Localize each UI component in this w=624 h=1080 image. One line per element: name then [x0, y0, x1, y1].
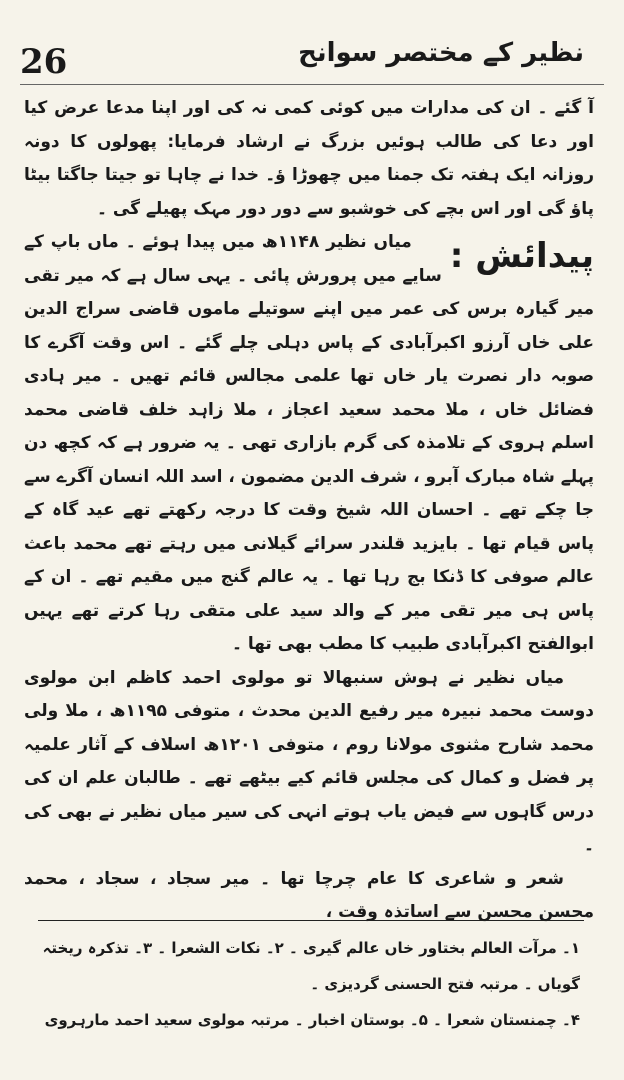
- paragraph-3: میاں نظیر نے ہوش سنبھالا تو مولوی احمد کاظم ابن مولوی دوست محمد نبیرہ میر رفیع الدین محدث ، متوفی ۱۱۹۵ھ ، ملا ولی محمد شارح مثنوی مولانا روم ، متوفی ۱۲۰۱ھ اسلاف کے آثار علمیہ پر فضل و کمال کی مجلس قائم کیے بیٹھے تھے ۔ طالبان علم ان کی درس گاہوں سے فیض یاب ہوتے انہی کی سیر میاں نظیر نے بھی کی ۔: [24, 667, 595, 855]
- footnotes: [30, 930, 580, 1038]
- footnote-2: ۴۔ چمنستان شعرا ۔ ۵۔ بوستان اخبار ۔ مرتبہ مولوی سعید احمد مارہروی: [44, 1011, 580, 1029]
- page-number: 26: [20, 42, 68, 82]
- running-title: نظیر کے مختصر سوانح: [298, 38, 584, 68]
- footnote-1: ۱۔ مرآت العالم بختاور خاں عالم گیری ۔ ۲۔ نکات الشعرا ۔ ۳۔ تذکرہ ریختہ گویاں ۔ مرتبہ فتح الحسنی گردیزی ۔: [42, 939, 580, 993]
- section-heading-birth: پیدائش :: [449, 236, 594, 276]
- paragraph-1: آ گئے ۔ ان کی مدارات میں کوئی کمی نہ کی اور اپنا مدعا عرض کیا اور دعا کی طالب ہوئیں بزرگ نے ارشاد فرمایا: پھولوں کا دونہ روزانہ ایک ہفتہ تک جمنا میں چھوڑا ؤ۔ خدا نے چاہا تو جیتا جاگتا بیٹا پاؤ گی اور اس بچے کی خوشبو سے دور دور مہک پھیلے گی ۔: [24, 98, 594, 219]
- paragraph-2: میاں نظیر ۱۱۴۸ھ میں پیدا ہوئے ۔ ماں باپ کے سایے میں پرورش پائی ۔ یہی سال ہے کہ میر تقی میر گیارہ برس کی عمر میں اپنے سوتیلے ماموں قاضی سراج الدین علی خاں آرزو اکبرآبادی کے پاس دہلی چلے گئے ۔ اس وقت آگرے کا صوبہ دار نصرت یار خاں تھا علمی مجالس قائم تھیں ۔ میر ہادی فضائل خاں ، ملا محمد سعید اعجاز ، ملا زاہد خلف قاضی محمد اسلم ہروی کے تلامذہ کی گرم بازاری تھی ۔ یہ ضرور ہے کہ کچھ دن پہلے شاہ مبارک آبرو ، شرف الدین مضمون ، اسد اللہ انسان آگرے سے جا چکے تھے ۔ احسان اللہ شیخ وقت کا درجہ رکھتے تھے عید گاہ کے پاس قیام تھا ۔ بایزید قلندر سرائے گیلانی میں رہتے تھے محمد باعث عالم صوفی کا ڈنکا بج رہا تھا ۔ یہ عالم گنج میں مقیم تھے ۔ ان کے پاس ہی میر تقی میر کے والد سید علی متقی رہا کرتے تھے یہیں ابوالفتح اکبرآبادی طبیب کا مطب بھی تھا ۔: [24, 232, 594, 654]
- paragraph-4: شعر و شاعری کا عام چرچا تھا ۔ میر سجاد ، سجاد ، محمد محسن محسن سے اساتذہ وقت ،: [24, 868, 594, 922]
- footnote-rule: [38, 920, 584, 921]
- header-rule: [20, 84, 604, 85]
- birth-section: [24, 226, 594, 662]
- main-text: [24, 92, 594, 930]
